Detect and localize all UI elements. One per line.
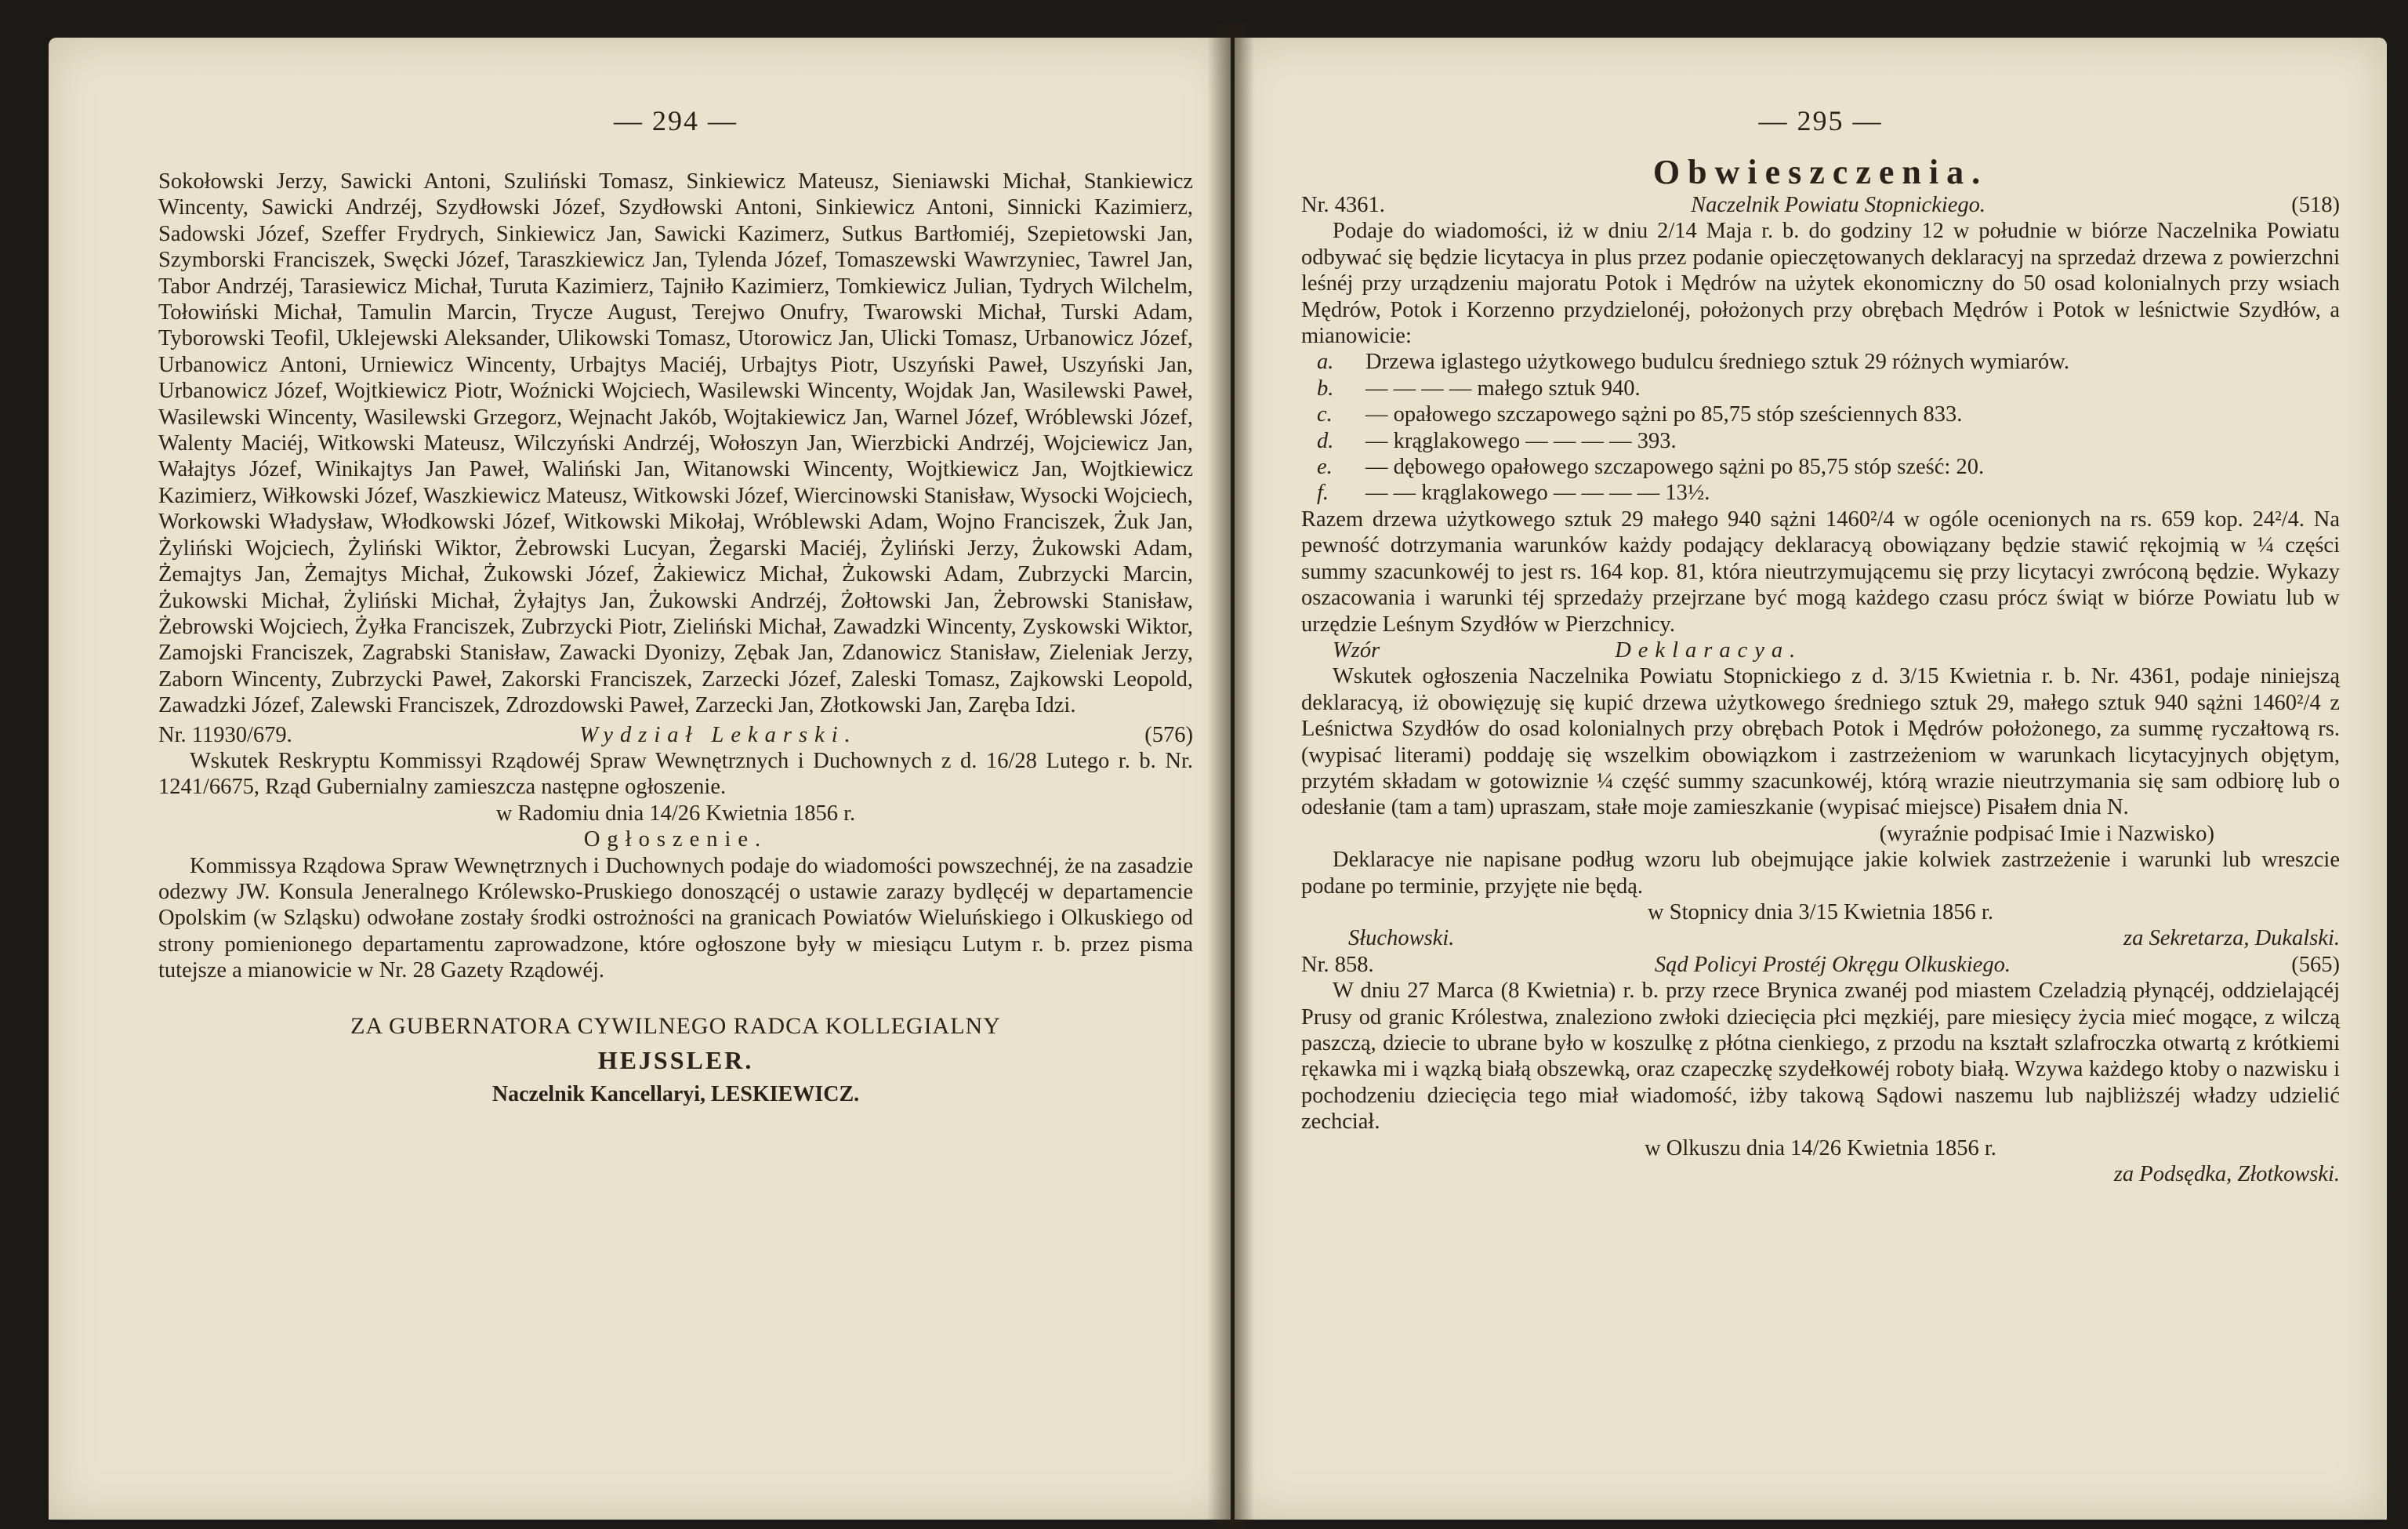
names-list: Sokołowski Jerzy, Sawicki Antoni, Szuliński Tomasz, Sinkiewicz Mateusz, Sieniawski Michał, Stankiewicz Wincenty, Sawicki Andrzéj, Szydłowski Józef, Szydłowski Antoni, Sinkiewicz Antoni, Sinnicki Kazimierz, Sadowski Józef, Szeffer Frydrych, Sinkiewicz Jan, Sawicki Kazimerz, Sutkus Bartłomiéj, Szepietowski Jan, Szymborski Franciszek, Swęcki Józef, Taraszkiewicz Jan, Tylenda Józef, Tomaszewski Wawrzyniec, Tawrel Jan, Tabor Andrzéj, Tarasiewicz Michał, Turuta Kazimierz, Tajniło Kazimierz, Tomkiewicz Julian, Tydrych Wilchelm, Tołowiński Michał, Tamulin Marcin, Trycze August, Terejwo Onufry, Twarowski Michał, Turski Adam, Tyborowski Teofil, Uklejewski Aleksander, Ulikowski Tomasz, Utorowicz Jan, Ulicki Tomasz, Urbanowicz Józef, Urbanowicz Antoni, Urniewicz Wincenty, Urbajtys Maciéj, Urbajtys Piotr, Uszyński Paweł, Uszyński Jan, Urbanowicz Józef, Wojtkiewicz Piotr, Woźnicki Wojciech, Wasilewski Wincenty, Wojdak Jan, Wasilewski Paweł, Wasilewski Wincenty, Wasilewski Grzegorz, Wejnacht Jakób, Wojtakiewicz Jan, Warnel Józef, Wróblewski Józef, Walenty Maciéj, Witkowski Mateusz, Wilczyński Andrzéj, Wołoszyn Jan, Wierzbicki Andrzéj, Wojciewicz Jan, Wałajtys Józef, Winikajtys Jan Paweł, Waliński Jan, Witanowski Wincenty, Wojtkiewicz Jan, Wojtkiewicz Kazimierz, Wiłkowski Józef, Waszkiewicz Mateusz, Witkowski Józef, Wiercinowski Stanisław, Wysocki Wojciech, Workowski Władysław, Włodkowski Józef, Witkowski Mikołaj, Wróblewski Adam, Wojno Franciszek, Żuk Jan, Żyliński Wojciech, Żyliński Wiktor, Żebrowski Lucyan, Żegarski Maciéj, Żyliński Jerzy, Żukowski Adam, Żemajtys Jan, Żemajtys Michał, Żukowski Józef, Żakiewicz Michał, Żukowski Adam, Zubrzycki Marcin, Żukowski Michał, Żyliński Michał, Żyłajtys Jan, Żukowski Andrzéj, Żołtowski Jan, Żebrowski Stanisław, Żebrowski Wojciech, Żyłka Franciszek, Zubrzycki Piotr, Zieliński Michał, Zawadzki Wincenty, Zyskowski Wiktor, Zamojski Franciszek, Zagrabski Stanisław, Zawacki Dyonizy, Zębak Jan, Zdanowicz Stanisław, Zieleniak Jerzy, Zaborn Wincenty, Zubrzycki Paweł, Zakorski Franciszek, Zarzecki Józef, Zaleski Tomasz, Zajkowski Leopold, Zawadzki Józef, Zalewski Franciszek, Zdrozdowski Paweł, Zarzecki Jan, Złotkowski Jan, Zaręba Idzi. [158,169,1193,718]
signature-line-3: Naczelnik Kancellaryi, LESKIEWICZ. [491,1081,860,1106]
notice-header-576 [158,722,1193,748]
page-number-left: — 294 — [614,105,738,136]
deklaracya-title: Deklaracya. [1615,637,1803,663]
list-item: b. — — — — małego sztuk 940. [1317,376,1641,401]
notice-1-place-date: w Stopnicy dnia 3/15 Kwietnia 1856 r. [1648,899,1993,924]
signature-line-1: ZA GUBERNATORA CYWILNEGO RADCA KOLLEGIALNY [350,1012,1001,1039]
notice-header-518 [1301,192,2340,218]
right-page [1235,38,2387,1520]
notice-1-signatures [1301,925,2340,951]
timber-items-list [1301,349,2340,506]
list-item: c. — opałowego szczapowego sążni po 85,75 stóp sześciennych 833. [1317,402,1963,427]
notice-1-text: Podaje do wiadomości, iż w dniu 2/14 Maja r. b. do godziny 12 w południe w biórze Naczelnika Powiatu odbywać się będzie licytacya in plus przez podanie opieczętowanych deklaracyj na sprzedaż drzewa z powierzchni leśnéj przy urządzeniu majoratu Potok i Mędrów na użytek ekonomiczny do 50 osad kolonialnych przy wsiach Mędrów, Potok i Korzenno przydzielonéj, położonych przy obrębach Mędrów i Potok w leśnictwie Szydłów, a mianowicie: [1301,219,2340,349]
left-page [49,38,1231,1520]
deklaracya-text: Wskutek ogłoszenia Naczelnika Powiatu Stopnickiego z d. 3/15 Kwietnia r. b. Nr. 4361, podaje niniejszą deklaracyą, iż obowięzuję się kupić drzewa użytkowego średniego sztuk 29, małego sztuk 940 sążni 1460²/4 z Leśnictwa Szydłów do osad kolonialnych przy obrębach Potok i Mędrów położonego, za summę ryczałtową rs. (wypisać literami) poddaję się wszelkim obowiązkom i zastrzeżeniom w warunkach licytacyjnych objętym, przytém składam w gotowiznie ¼ część summy szacunkowéj, którą wrazie nieutrzymania się sam odbiorę lub o odesłanie (tam a tam) upraszam, stałe moje zamieszkanie (wypisać miejsce) Pisałem dnia N. [1301,664,2340,820]
notice-2-ref: (565) [2291,952,2340,977]
notice-nr: Nr. 11930/679. [158,722,292,747]
notice-1-signed-right: za Sekretarza, Dukalski. [2123,926,2340,951]
left-column [158,38,1193,1520]
list-item: e. — dębowego opałowego szczapowego sążni po 85,75 stóp sześć: 20. [1317,455,1985,480]
ogloszenie-title: Ogłoszenie. [583,827,768,852]
right-column [1301,38,2340,1520]
notice-2-office: Sąd Policyi Prostéj Okręgu Olkuskiego. [1654,952,2011,977]
notice-1-signed-left: Słuchowski. [1348,926,1455,951]
signature-line-2: HEJSSLER. [597,1045,754,1074]
ogloszenie-text: Kommissya Rządowa Spraw Wewnętrznych i Duchownych podaje do wiadomości powszechnéj, że na zasadzie odezwy JW. Konsula Jeneralnego Królewsko-Pruskiego donoszącéj o ustawie zarazy bydlęcéj w departamencie Opolskim (w Szląsku) odwołane zostały środki ostrożności na granicach Powiatów Wieluńskiego i Olkuskiego od strony pomienionego departamentu zaprowadzone, które ogłoszone były w miesiącu Lutym r. b. przez pisma tutejsze a mianowicie w Nr. 28 Gazety Rządowéj. [158,853,1193,983]
section-heading: Obwieszczenia. [1652,153,1989,191]
notice-1-nr: Nr. 4361. [1301,193,1385,217]
notice-ref: (576) [1144,722,1193,747]
deklaracye-note: Deklaracye nie napisane podług wzoru lub obejmujące jakie kolwiek zastrzeżenie i warunki lub wreszcie podane po terminie, przyjęte nie będą. [1301,848,2340,899]
list-item: f. — — krąglakowego — — — — 13½. [1317,481,1710,506]
wzor-label: Wzór [1333,637,1380,663]
notice-1-office: Naczelnik Powiatu Stopnickiego. [1691,193,1986,217]
notice-header-565 [1301,952,2340,978]
notice-intro: Wskutek Reskryptu Kommissyi Rządowéj Spraw Wewnętrznych i Duchownych z d. 16/28 Lutego r. b. Nr. 1241/6675, Rząd Gubernialny zamieszcza następne ogłoszenie. [158,748,1193,800]
notice-2-place-date: w Olkuszu dnia 14/26 Kwietnia 1856 r. [1645,1135,1996,1160]
notice-1-summary: Razem drzewa użytkowego sztuk 29 małego 940 sążni 1460²/4 w ogóle ocenionych na rs. 659 kop. 24²/4. Na pewność dotrzymania warunków każdy podający deklaracyą obowiązany będzie stawić rękojmią w ¼ części summy szacunkowéj to jest rs. 164 kop. 81, która nieutrzymującemu się przy licytacyi zwróconą będzie. Wykazy oszacowania i warunki téj sprzedaży przejrzane być mogą każdego czasu prócz świąt w biórze Powiatu lub w urzędzie Leśnym Szydłów w Pierzchnicy. [1301,507,2340,637]
notice-place-date: w Radomiu dnia 14/26 Kwietnia 1856 r. [495,801,856,826]
signature-note: (wyraźnie podpisać Imie i Nazwisko) [1879,821,2214,846]
notice-title: Wydział Lekarski. [579,722,858,747]
book-gutter [1207,24,1254,1529]
list-item: d. — krąglakowego — — — — 393. [1317,428,1677,453]
notice-1-ref: (518) [2291,193,2340,217]
notice-2-text: W dniu 27 Marca (8 Kwietnia) r. b. przy rzece Brynica zwanéj pod miastem Czeladzią płynącéj, oddzielającéj Prusy od granic Królestwa, znaleziono zwłoki dziecięcia płci męzkiéj, pare miesięcy życia mieć mogące, z wilczą paszczą, dziecie to ubrane było w koszulkę z płótna cienkiego, z przodu na kształt szlafroczka otwartą z krótkiemi rękawka mi i wązką białą obszewką, oraz czapeczkę szydełkowéj roboty białą. Wzywa każdego ktoby o nazwisku i pochodzeniu dziecięcia tego miał wiadomość, iżby takową Sądowi naszemu lub najbliższéj władzy udzielić zechciał. [1301,979,2340,1135]
notice-2-signed: za Podsędka, Złotkowski. [2113,1162,2340,1187]
wzor-deklaracya-header [1301,637,2340,663]
notice-2-nr: Nr. 858. [1301,952,1374,977]
page-number-right: — 295 — [1758,105,1883,136]
list-item: a. Drzewa iglastego użytkowego budulcu średniego sztuk 29 różnych wymiarów. [1317,350,2070,375]
